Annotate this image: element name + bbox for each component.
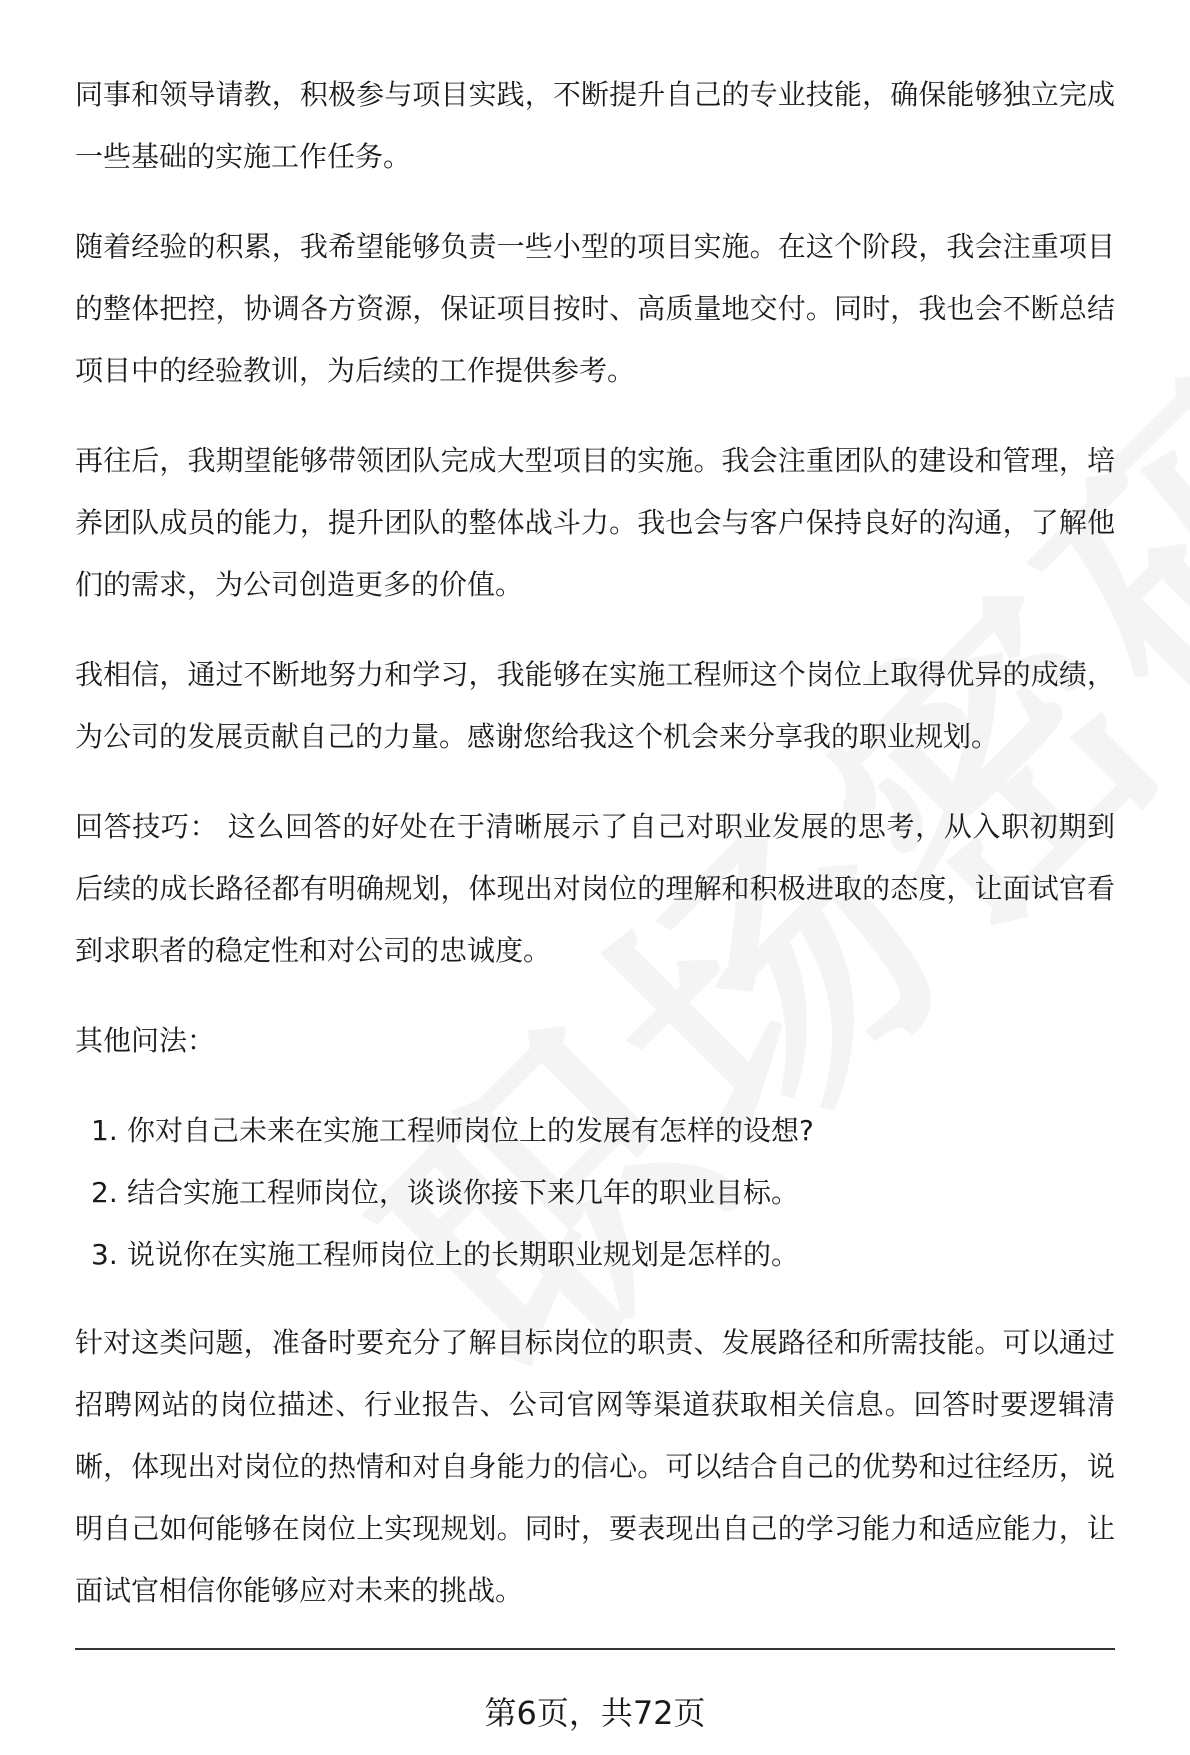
paragraph: 同事和领导请教，积极参与项目实践，不断提升自己的专业技能，确保能够独立完成一些基础的实施工作任务。 xyxy=(75,78,1115,173)
list-item xyxy=(75,1162,1115,1224)
other-questions-heading: 其他问法： xyxy=(75,1024,216,1057)
answer-tips-paragraph: 回答技巧： 这么回答的好处在于清晰展示了自己对职业发展的思考，从入职初期到后续的成长路径都有明确规划，体现出对岗位的理解和积极进取的态度，让面试官看到求职者的稳定性和对公司的忠诚度。 xyxy=(75,810,1115,967)
list-number: 3. xyxy=(91,1238,118,1271)
list-item-text: 结合实施工程师岗位，谈谈你接下来几年的职业目标。 xyxy=(127,1176,800,1209)
list-item-text: 说说你在实施工程师岗位上的长期职业规划是怎样的。 xyxy=(127,1238,800,1271)
list-item xyxy=(75,1224,1115,1286)
paragraph: 再往后，我期望能够带领团队完成大型项目的实施。我会注重团队的建设和管理，培养团队成员的能力，提升团队的整体战斗力。我也会与客户保持良好的沟通，了解他们的需求，为公司创造更多的价值。 xyxy=(75,444,1115,601)
list-item-text: 你对自己未来在实施工程师岗位上的发展有怎样的设想? xyxy=(127,1114,814,1147)
list-number: 1. xyxy=(91,1114,118,1147)
list-number: 2. xyxy=(91,1176,118,1209)
other-questions-list xyxy=(75,1100,1115,1286)
paragraph: 随着经验的积累，我希望能够负责一些小型的项目实施。在这个阶段，我会注重项目的整体把控，协调各方资源，保证项目按时、高质量地交付。同时，我也会不断总结项目中的经验教训，为后续的工作提供参考。 xyxy=(75,230,1115,387)
paragraph: 我相信，通过不断地努力和学习，我能够在实施工程师这个岗位上取得优异的成绩，为公司的发展贡献自己的力量。感谢您给我这个机会来分享我的职业规划。 xyxy=(75,658,1115,753)
footer-divider xyxy=(75,1648,1115,1650)
page-number: 第6页，共72页 xyxy=(484,1694,706,1732)
document-body xyxy=(75,64,1115,1650)
list-item xyxy=(75,1100,1115,1162)
closing-paragraph: 针对这类问题，准备时要充分了解目标岗位的职责、发展路径和所需技能。可以通过招聘网站的岗位描述、行业报告、公司官网等渠道获取相关信息。回答时要逻辑清晰，体现出对岗位的热情和对自身能力的信心。可以结合自己的优势和过往经历，说明自己如何能够在岗位上实现规划。同时，要表现出自己的学习能力和适应能力，让面试官相信你能够应对未来的挑战。 xyxy=(75,1326,1115,1607)
